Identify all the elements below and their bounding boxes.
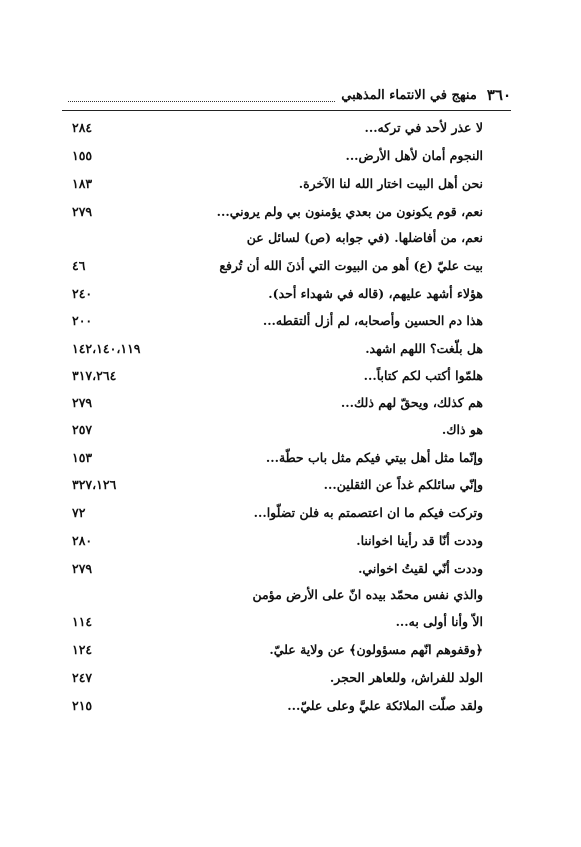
entry-text: هلمّوا أكتب لكم كتاباً... [363, 368, 483, 383]
running-title: منهج في الانتماء المذهبي [341, 87, 477, 103]
entry-text: هم كذلك، ويحقّ لهم ذلك... [340, 395, 483, 410]
entry-text: ولقد صلّت الملائكة عليَّ وعلى عليّ... [287, 698, 483, 713]
entry-page: ٢٤٠ [72, 286, 93, 301]
entry-text: وإنّما مثل أهل بيتي فيكم مثل باب حطّة... [265, 450, 483, 465]
entry-text: الولد للفراش، وللعاهر الحجر. [329, 670, 483, 685]
entry-page: ١١٤ [72, 614, 93, 629]
entry-text: نعم، من أفاضلها. (في جوابه (ص) لسائل عن [246, 230, 483, 245]
entry-page: ٢٧٩ [72, 204, 93, 219]
entry-page: ٢١٥ [72, 698, 93, 713]
entry-page: ١٤٢،١٤٠،١١٩ [72, 341, 141, 356]
entry-text: هؤلاء أشهد عليهم، (قاله في شهداء أحد). [268, 286, 483, 301]
entry-text: وإنّي سائلكم غداً عن الثقلين... [323, 477, 483, 492]
entry-text: والذي نفس محمّد بيده انّ على الأرض مؤمن [252, 587, 483, 602]
entry-text: النجوم أمان لأهل الأرض... [345, 148, 483, 163]
entry-page: ٢٤٧ [72, 670, 93, 685]
entry-page: ٢٨٤ [72, 120, 93, 135]
entry-text: الاّ وأنا أولى به... [395, 614, 483, 629]
entry-page: ١٨٣ [72, 176, 93, 191]
entry-page: ١٥٣ [72, 450, 93, 465]
entry-text: بيت عليّ (ع) أهو من البيوت التي أذنَ الله أن تُرفع [219, 258, 483, 273]
entry-page: ٢٧٩ [72, 561, 93, 576]
entry-text: وتركت فيكم ما ان اعتصمتم به فلن تضلّوا... [253, 505, 483, 520]
entry-page: ٧٢ [72, 505, 86, 520]
entry-text: هو ذاك. [441, 422, 483, 437]
header-rule [62, 110, 511, 111]
entry-page: ٢٧٩ [72, 395, 93, 410]
entry-page: ٣٢٧،١٢٦ [72, 477, 117, 492]
entry-text: لا عذر لأحد في تركه... [364, 120, 483, 135]
running-header [62, 82, 511, 108]
entry-page: ٢٠٠ [72, 313, 93, 328]
page-number: ٣٦٠ [486, 86, 511, 104]
entry-text: وددت أنّا قد رأينا اخواننا. [356, 533, 483, 548]
entry-page: ٣١٧،٢٦٤ [72, 368, 117, 383]
entry-text: ﴿وقفوهم انّهم مسؤولون﴾ عن ولاية عليّ. [269, 642, 483, 657]
leader-dots [68, 89, 335, 102]
entry-text: نعم، قوم يكونون من بعدي يؤمنون بي ولم يروني... [216, 204, 483, 219]
entry-text: وددت أنّي لقيتُ اخواني. [358, 561, 483, 576]
entry-text: هل بلّغت؟ اللهم اشهد. [365, 341, 483, 356]
entry-page: ٢٥٧ [72, 422, 93, 437]
entry-page: ٢٨٠ [72, 533, 93, 548]
entry-text: نحن أهل البيت اختار الله لنا الآخرة. [298, 176, 483, 191]
entry-text: هذا دم الحسين وأصحابه، لم أزل ألتقطه... [262, 313, 483, 328]
entry-page: ١٢٤ [72, 642, 93, 657]
entry-page: ١٥٥ [72, 148, 93, 163]
entry-page: ٤٦ [72, 258, 86, 273]
